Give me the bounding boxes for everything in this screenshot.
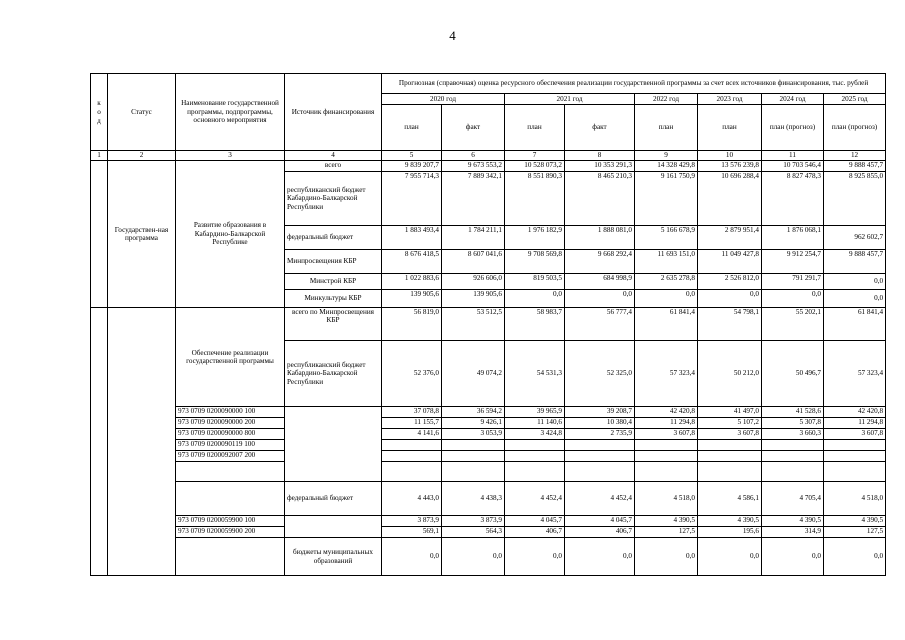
value-cell: 4 438,3 (442, 482, 505, 516)
value-cell: 406,7 (505, 527, 565, 538)
value-cell: 3 607,8 (824, 429, 886, 440)
code-row (91, 429, 886, 440)
program-row-total (91, 161, 886, 172)
value-cell: 4 518,0 (635, 482, 698, 516)
code-row (91, 418, 886, 429)
year-2023: 2023 год (698, 94, 762, 105)
plan-label: план (382, 105, 442, 151)
value-cell: 57 323,4 (824, 341, 886, 407)
value-cell: 0,0 (824, 290, 886, 308)
value-cell: 4 452,4 (565, 482, 635, 516)
program-name: Развитие образования в Кабардино-Балкарской Республике (176, 161, 285, 308)
status-cell (108, 308, 176, 576)
value-cell: 127,5 (824, 527, 886, 538)
sub-row-total (91, 308, 886, 341)
sub-row-fed (91, 482, 886, 516)
value-cell: 37 078,8 (382, 407, 442, 418)
page-number: 4 (449, 28, 456, 43)
value-cell: 9 839 207,7 (382, 161, 442, 172)
code-cell: 973 0709 0200090000 200 (176, 418, 285, 429)
source-cell: всего по Минпросвещения КБР (285, 308, 382, 341)
fact-label: факт (565, 105, 635, 151)
col-number: 6 (442, 151, 505, 161)
value-cell: 52 376,0 (382, 341, 442, 407)
value-cell (762, 451, 824, 462)
estimate-title: Прогнозная (справочная) оценка ресурсного обеспечения реализации государственной программы за счет всех источников финансирования, тыс. рублей (382, 74, 886, 94)
value-cell (565, 440, 635, 451)
value-cell: 61 841,4 (824, 308, 886, 341)
value-cell (698, 462, 762, 482)
value-cell: 4 390,5 (762, 516, 824, 527)
value-cell: 127,5 (635, 527, 698, 538)
value-cell: 3 660,3 (762, 429, 824, 440)
value-cell (442, 440, 505, 451)
value-cell: 39 965,9 (505, 407, 565, 418)
plan-label: план (635, 105, 698, 151)
value-cell: 1 888 081,0 (565, 226, 635, 250)
source-cell: Минкультуры КБР (285, 290, 382, 308)
value-cell: 61 841,4 (635, 308, 698, 341)
value-cell: 58 983,7 (505, 308, 565, 341)
value-cell: 4 390,5 (824, 516, 886, 527)
value-cell (635, 440, 698, 451)
value-cell (762, 440, 824, 451)
column-numbers-row (91, 151, 886, 161)
value-cell: 2 526 812,0 (698, 274, 762, 290)
value-cell (824, 451, 886, 462)
value-cell: 4 141,6 (382, 429, 442, 440)
value-cell: 14 328 429,8 (635, 161, 698, 172)
value-cell: 0,0 (635, 290, 698, 308)
value-cell: 684 998,9 (565, 274, 635, 290)
value-cell: 7 889 342,1 (442, 172, 505, 226)
value-cell: 11 140,6 (505, 418, 565, 429)
value-cell: 5 107,2 (698, 418, 762, 429)
year-2021: 2021 год (505, 94, 635, 105)
value-cell: 406,7 (565, 527, 635, 538)
value-cell: 0,0 (505, 538, 565, 576)
value-cell: 10 696 288,4 (698, 172, 762, 226)
value-cell (635, 462, 698, 482)
value-cell: 4 390,5 (635, 516, 698, 527)
value-cell: 0,0 (565, 538, 635, 576)
source-cell: федеральный бюджет (285, 482, 382, 516)
source-cell: федеральный бюджет (285, 226, 382, 250)
value-cell: 819 503,5 (505, 274, 565, 290)
col-number: 11 (762, 151, 824, 161)
value-cell: 3 607,8 (698, 429, 762, 440)
value-cell: 8 465 210,3 (565, 172, 635, 226)
code-cell: 973 0709 0200090000 800 (176, 429, 285, 440)
value-cell: 41 497,0 (698, 407, 762, 418)
year-2020: 2020 год (382, 94, 505, 105)
sub-name: Обеспечение реализации государственной программы (176, 308, 285, 407)
value-cell: 50 496,7 (762, 341, 824, 407)
value-cell (565, 451, 635, 462)
value-cell: 0,0 (824, 274, 886, 290)
value-cell: 9 673 553,2 (442, 161, 505, 172)
value-cell: 10 353 291,3 (565, 161, 635, 172)
value-cell (698, 440, 762, 451)
value-cell: 9 161 750,9 (635, 172, 698, 226)
col-number: 4 (285, 151, 382, 161)
value-cell: 4 586,1 (698, 482, 762, 516)
plan-label: план (698, 105, 762, 151)
code-cell: 973 0709 0200059900 200 (176, 527, 285, 538)
value-cell: 9 912 254,7 (762, 250, 824, 274)
value-cell: 0,0 (565, 290, 635, 308)
value-cell: 1 784 211,1 (442, 226, 505, 250)
value-cell: 9 888 457,7 (824, 250, 886, 274)
value-cell: 1 976 182,9 (505, 226, 565, 250)
value-cell: 52 325,0 (565, 341, 635, 407)
code-cell: 973 0709 0200090000 100 (176, 407, 285, 418)
value-cell: 139 905,6 (382, 290, 442, 308)
value-cell: 926 606,0 (442, 274, 505, 290)
value-cell: 2 735,9 (565, 429, 635, 440)
source-cell: всего (285, 161, 382, 172)
value-cell (382, 462, 442, 482)
sub-row-mun (91, 538, 886, 576)
program-status: Государствен-ная программа (108, 161, 176, 308)
value-cell: 8 827 478,3 (762, 172, 824, 226)
value-cell: 4 452,4 (505, 482, 565, 516)
value-cell: 3 607,8 (635, 429, 698, 440)
code-cell (176, 538, 285, 576)
value-cell: 9 708 569,8 (505, 250, 565, 274)
col-number: 5 (382, 151, 442, 161)
value-cell: 4 705,4 (762, 482, 824, 516)
year-2025: 2025 год (824, 94, 886, 105)
code-row (91, 440, 886, 451)
value-cell: 4 045,7 (565, 516, 635, 527)
value-cell: 3 873,9 (382, 516, 442, 527)
value-cell: 5 307,8 (762, 418, 824, 429)
value-cell (505, 451, 565, 462)
value-cell: 1 883 493,4 (382, 226, 442, 250)
value-cell: 1 876 068,1 (762, 226, 824, 250)
value-cell: 3 873,9 (442, 516, 505, 527)
value-cell: 0,0 (442, 538, 505, 576)
value-cell: 4 045,7 (505, 516, 565, 527)
source-cell: республиканский бюджет Кабардино-Балкарской Республики (285, 341, 382, 407)
source-cell: Минстрой КБР (285, 274, 382, 290)
value-cell (442, 462, 505, 482)
header-row-1 (91, 74, 886, 94)
value-cell: 57 323,4 (635, 341, 698, 407)
value-cell: 569,1 (382, 527, 442, 538)
value-cell: 8 676 418,5 (382, 250, 442, 274)
value-cell: 49 074,2 (442, 341, 505, 407)
code-cell (176, 462, 285, 482)
value-cell: 4 390,5 (698, 516, 762, 527)
col-number: 8 (565, 151, 635, 161)
value-cell: 0,0 (635, 538, 698, 576)
value-cell (442, 451, 505, 462)
value-cell: 791 291,7 (762, 274, 824, 290)
value-cell: 1 022 883,6 (382, 274, 442, 290)
value-cell (824, 462, 886, 482)
code-row-blank (91, 462, 886, 482)
value-cell: 4 518,0 (824, 482, 886, 516)
value-cell (762, 462, 824, 482)
code-row (91, 451, 886, 462)
value-cell: 0,0 (505, 290, 565, 308)
plan-label: план (505, 105, 565, 151)
value-cell: 9 426,1 (442, 418, 505, 429)
value-cell (382, 451, 442, 462)
value-cell: 0,0 (382, 538, 442, 576)
value-cell: 0,0 (824, 538, 886, 576)
year-2022: 2022 год (635, 94, 698, 105)
value-cell: 0,0 (762, 538, 824, 576)
value-cell: 11 049 427,8 (698, 250, 762, 274)
plan-forecast-label: план (прогноз) (824, 105, 886, 151)
year-2024: 2024 год (762, 94, 824, 105)
value-cell: 0,0 (698, 290, 762, 308)
value-cell: 54 531,3 (505, 341, 565, 407)
value-cell: 55 202,1 (762, 308, 824, 341)
value-cell: 50 212,0 (698, 341, 762, 407)
value-cell: 56 819,0 (382, 308, 442, 341)
value-cell: 9 888 457,7 (824, 161, 886, 172)
plan-forecast-label: план (прогноз) (762, 105, 824, 151)
fact-label: факт (442, 105, 505, 151)
col-number: 12 (824, 151, 886, 161)
source-cell-empty (285, 407, 382, 482)
value-cell (635, 451, 698, 462)
value-cell: 11 693 151,0 (635, 250, 698, 274)
value-cell (505, 440, 565, 451)
value-cell: 10 380,4 (565, 418, 635, 429)
source-cell: республиканский бюджет Кабардино-Балкарской Республики (285, 172, 382, 226)
value-cell: 9 668 292,4 (565, 250, 635, 274)
value-cell: 53 512,5 (442, 308, 505, 341)
value-cell: 3 053,9 (442, 429, 505, 440)
source-cell: бюджеты муниципальных образований (285, 538, 382, 576)
value-cell: 5 166 678,9 (635, 226, 698, 250)
col-number: 10 (698, 151, 762, 161)
code-cell: 973 0709 0200090119 100 (176, 440, 285, 451)
value-cell: 0,0 (762, 290, 824, 308)
code-cell: 973 0709 0200092007 200 (176, 451, 285, 462)
value-cell: 0,0 (698, 538, 762, 576)
value-cell: 7 955 714,3 (382, 172, 442, 226)
value-cell: 314,9 (762, 527, 824, 538)
value-cell (382, 440, 442, 451)
col-number: 3 (176, 151, 285, 161)
code-row (91, 407, 886, 418)
value-cell: 2 879 951,4 (698, 226, 762, 250)
value-cell: 4 443,0 (382, 482, 442, 516)
resource-table (90, 73, 886, 576)
value-cell: 564,3 (442, 527, 505, 538)
value-cell: 962 602,7 (824, 226, 886, 250)
value-cell: 42 420,8 (635, 407, 698, 418)
value-cell: 195,6 (698, 527, 762, 538)
status-header: Статус (108, 74, 176, 151)
value-cell (565, 462, 635, 482)
value-cell: 36 594,2 (442, 407, 505, 418)
col-number: 7 (505, 151, 565, 161)
value-cell: 11 294,8 (635, 418, 698, 429)
value-cell: 139 905,6 (442, 290, 505, 308)
source-cell: Минпросвещения КБР (285, 250, 382, 274)
value-cell: 56 777,4 (565, 308, 635, 341)
code-cell: 973 0709 0200059900 100 (176, 516, 285, 527)
col-number: 9 (635, 151, 698, 161)
value-cell (698, 451, 762, 462)
value-cell: 42 420,8 (824, 407, 886, 418)
value-cell: 8 607 041,6 (442, 250, 505, 274)
value-cell: 10 528 073,2 (505, 161, 565, 172)
value-cell: 8 551 890,3 (505, 172, 565, 226)
fed-code-row (91, 527, 886, 538)
name-header: Наименование государственной программы, подпрограммы, основного мероприятия (176, 74, 285, 151)
value-cell: 39 208,7 (565, 407, 635, 418)
fed-code-row (91, 516, 886, 527)
code-cell (176, 482, 285, 516)
value-cell: 8 925 855,0 (824, 172, 886, 226)
value-cell: 2 635 278,8 (635, 274, 698, 290)
value-cell: 10 703 546,4 (762, 161, 824, 172)
value-cell (824, 440, 886, 451)
value-cell: 41 528,6 (762, 407, 824, 418)
kod-cell (91, 161, 108, 308)
value-cell: 3 424,8 (505, 429, 565, 440)
source-cell-empty (285, 516, 382, 538)
col-number: 2 (108, 151, 176, 161)
value-cell: 11 294,8 (824, 418, 886, 429)
kod-cell (91, 308, 108, 576)
col-number: 1 (91, 151, 108, 161)
source-header: Источник финансирования (285, 74, 382, 151)
value-cell: 13 576 239,8 (698, 161, 762, 172)
value-cell: 11 155,7 (382, 418, 442, 429)
kod-header: к о д (91, 74, 108, 151)
value-cell: 54 798,1 (698, 308, 762, 341)
value-cell (505, 462, 565, 482)
